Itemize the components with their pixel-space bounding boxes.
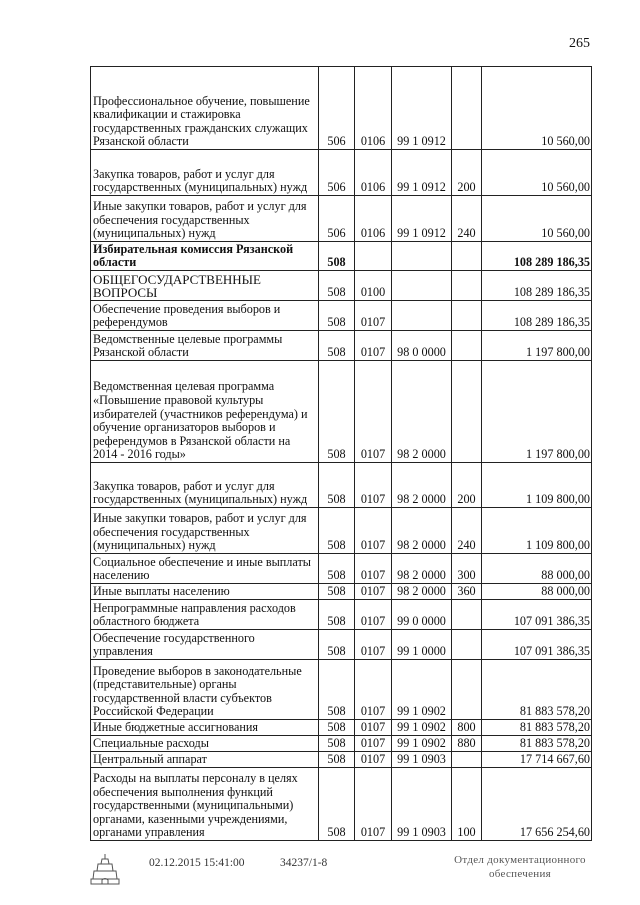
row-target: 99 1 0000 <box>392 630 452 660</box>
row-kind <box>452 630 482 660</box>
table-row <box>91 508 592 554</box>
row-name: Иные выплаты населению <box>91 584 319 600</box>
row-name: Закупка товаров, работ и услуг для государственных (муниципальных) нужд <box>91 150 319 196</box>
row-grbs: 508 <box>319 768 355 841</box>
row-name: Иные бюджетные ассигнования <box>91 720 319 736</box>
kremlin-stamp-icon <box>88 851 122 887</box>
row-target: 98 0 0000 <box>392 331 452 361</box>
row-sum: 17 656 254,60 <box>482 768 592 841</box>
row-name: Непрограммные направления расходов областного бюджета <box>91 600 319 630</box>
row-sum: 108 289 186,35 <box>482 242 592 271</box>
row-section: 0107 <box>355 508 392 554</box>
row-grbs: 508 <box>319 720 355 736</box>
row-section: 0107 <box>355 768 392 841</box>
table-row <box>91 554 592 584</box>
row-name: Обеспечение государственного управления <box>91 630 319 660</box>
row-grbs: 508 <box>319 736 355 752</box>
row-section: 0107 <box>355 331 392 361</box>
row-target: 99 1 0903 <box>392 752 452 768</box>
row-kind <box>452 301 482 331</box>
table-row <box>91 736 592 752</box>
row-sum: 81 883 578,20 <box>482 736 592 752</box>
row-kind: 360 <box>452 584 482 600</box>
row-kind <box>452 271 482 301</box>
table-row <box>91 67 592 150</box>
row-sum: 81 883 578,20 <box>482 720 592 736</box>
row-sum: 88 000,00 <box>482 584 592 600</box>
budget-table <box>90 66 592 841</box>
table-row <box>91 584 592 600</box>
row-section: 0107 <box>355 600 392 630</box>
row-kind <box>452 752 482 768</box>
row-sum: 107 091 386,35 <box>482 630 592 660</box>
row-target: 99 1 0912 <box>392 67 452 150</box>
row-sum: 108 289 186,35 <box>482 301 592 331</box>
row-name: Расходы на выплаты персоналу в целях обеспечения выполнения функций государственными (муниципальными) органами, казенными учреждениями, органами управления <box>91 768 319 841</box>
row-section: 0107 <box>355 630 392 660</box>
row-section: 0107 <box>355 752 392 768</box>
row-name: Закупка товаров, работ и услуг для государственных (муниципальных) нужд <box>91 463 319 508</box>
row-kind <box>452 242 482 271</box>
row-grbs: 508 <box>319 271 355 301</box>
table-row <box>91 196 592 242</box>
row-name: Ведомственные целевые программы Рязанской области <box>91 331 319 361</box>
table-row <box>91 600 592 630</box>
table-row <box>91 463 592 508</box>
row-grbs: 508 <box>319 301 355 331</box>
row-target: 98 2 0000 <box>392 361 452 463</box>
row-target: 98 2 0000 <box>392 584 452 600</box>
row-target: 99 1 0902 <box>392 720 452 736</box>
table-row <box>91 768 592 841</box>
row-sum: 1 197 800,00 <box>482 361 592 463</box>
row-grbs: 508 <box>319 331 355 361</box>
row-section: 0106 <box>355 196 392 242</box>
row-kind: 240 <box>452 196 482 242</box>
row-kind <box>452 600 482 630</box>
row-target <box>392 271 452 301</box>
table-row <box>91 752 592 768</box>
footer-datetime: 02.12.2015 15:41:00 <box>149 857 245 869</box>
row-name: Иные закупки товаров, работ и услуг для обеспечения государственных (муниципальных) нужд <box>91 196 319 242</box>
footer-department: Отдел документационного обеспечения <box>454 854 586 880</box>
row-grbs: 506 <box>319 150 355 196</box>
row-grbs: 508 <box>319 242 355 271</box>
row-name: Профессиональное обучение, повышение квалификации и стажировка государственных гражданских служащих Рязанской области <box>91 67 319 150</box>
row-kind: 240 <box>452 508 482 554</box>
table-row <box>91 720 592 736</box>
table-row <box>91 271 592 301</box>
row-section: 0107 <box>355 720 392 736</box>
row-section: 0107 <box>355 584 392 600</box>
row-sum: 1 109 800,00 <box>482 508 592 554</box>
row-section <box>355 242 392 271</box>
row-kind: 200 <box>452 150 482 196</box>
row-grbs: 508 <box>319 660 355 720</box>
row-name: Ведомственная целевая программа «Повышение правовой культуры избирателей (участников референдума) и обучение организаторов выборов и референдумов в Рязанской области на 2014 - 2016 годы» <box>91 361 319 463</box>
row-target: 98 2 0000 <box>392 463 452 508</box>
table-row <box>91 331 592 361</box>
row-grbs: 508 <box>319 600 355 630</box>
table-row <box>91 150 592 196</box>
row-kind <box>452 660 482 720</box>
row-target: 99 1 0912 <box>392 196 452 242</box>
row-sum: 17 714 667,60 <box>482 752 592 768</box>
row-section: 0107 <box>355 301 392 331</box>
row-name: Специальные расходы <box>91 736 319 752</box>
row-section: 0107 <box>355 660 392 720</box>
row-target <box>392 242 452 271</box>
row-sum: 107 091 386,35 <box>482 600 592 630</box>
row-target: 98 2 0000 <box>392 508 452 554</box>
row-sum: 10 560,00 <box>482 196 592 242</box>
row-section: 0107 <box>355 736 392 752</box>
table-row <box>91 630 592 660</box>
row-name: Иные закупки товаров, работ и услуг для обеспечения государственных (муниципальных) нужд <box>91 508 319 554</box>
row-section: 0107 <box>355 361 392 463</box>
row-grbs: 508 <box>319 584 355 600</box>
row-grbs: 508 <box>319 361 355 463</box>
table-row <box>91 660 592 720</box>
row-section: 0100 <box>355 271 392 301</box>
row-section: 0106 <box>355 150 392 196</box>
row-target: 99 1 0902 <box>392 736 452 752</box>
table-row <box>91 361 592 463</box>
row-kind <box>452 361 482 463</box>
row-sum: 88 000,00 <box>482 554 592 584</box>
row-sum: 81 883 578,20 <box>482 660 592 720</box>
row-name: Избирательная комиссия Рязанской области <box>91 242 319 271</box>
row-sum: 10 560,00 <box>482 67 592 150</box>
row-section: 0107 <box>355 554 392 584</box>
row-name: Проведение выборов в законодательные (представительные) органы государственной власти субъектов Российской Федерации <box>91 660 319 720</box>
row-name: Социальное обеспечение и иные выплаты населению <box>91 554 319 584</box>
row-sum: 10 560,00 <box>482 150 592 196</box>
row-target: 98 2 0000 <box>392 554 452 584</box>
row-grbs: 508 <box>319 630 355 660</box>
row-grbs: 508 <box>319 508 355 554</box>
table-row <box>91 242 592 271</box>
row-grbs: 506 <box>319 196 355 242</box>
table-row <box>91 301 592 331</box>
row-kind: 800 <box>452 720 482 736</box>
row-grbs: 506 <box>319 67 355 150</box>
row-sum: 1 197 800,00 <box>482 331 592 361</box>
row-name: Обеспечение проведения выборов и референдумов <box>91 301 319 331</box>
row-name: ОБЩЕГОСУДАРСТВЕННЫЕ ВОПРОСЫ <box>91 271 319 301</box>
row-sum: 1 109 800,00 <box>482 463 592 508</box>
row-kind <box>452 331 482 361</box>
row-kind: 880 <box>452 736 482 752</box>
row-target: 99 0 0000 <box>392 600 452 630</box>
row-sum: 108 289 186,35 <box>482 271 592 301</box>
row-grbs: 508 <box>319 554 355 584</box>
footer-doc-number: 34237/1-8 <box>280 857 328 869</box>
row-grbs: 508 <box>319 463 355 508</box>
row-kind: 100 <box>452 768 482 841</box>
row-kind: 300 <box>452 554 482 584</box>
row-section: 0107 <box>355 463 392 508</box>
row-target: 99 1 0903 <box>392 768 452 841</box>
row-kind <box>452 67 482 150</box>
row-grbs: 508 <box>319 752 355 768</box>
row-target: 99 1 0912 <box>392 150 452 196</box>
row-target: 99 1 0902 <box>392 660 452 720</box>
row-name: Центральный аппарат <box>91 752 319 768</box>
row-section: 0106 <box>355 67 392 150</box>
row-target <box>392 301 452 331</box>
page-number: 265 <box>569 36 590 51</box>
row-kind: 200 <box>452 463 482 508</box>
